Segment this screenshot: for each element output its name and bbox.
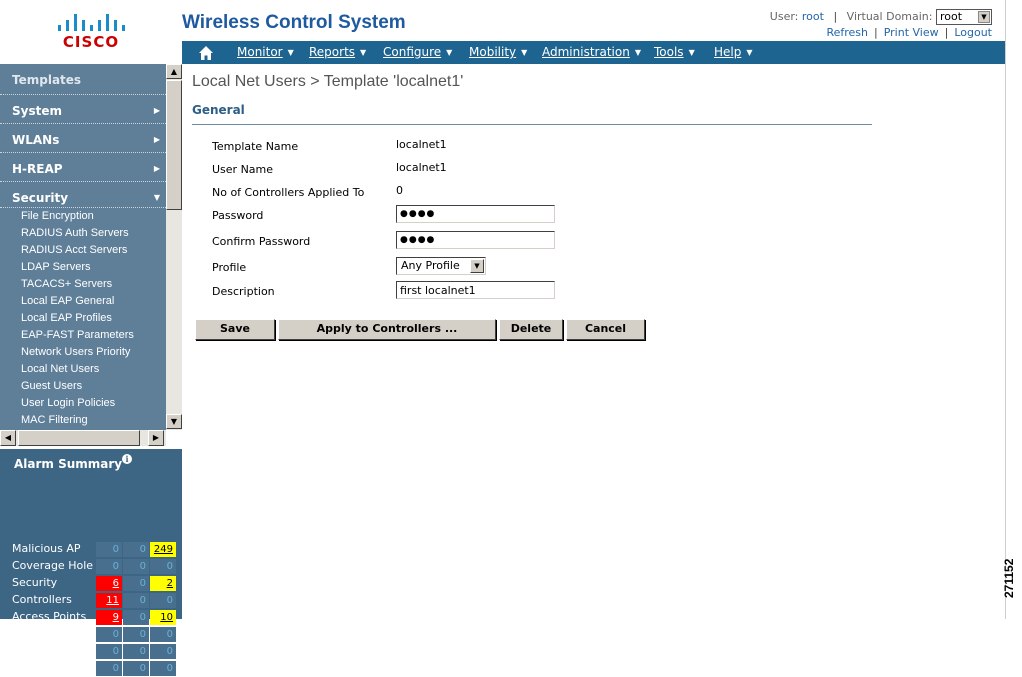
- alarm-minor-count[interactable]: 0: [150, 559, 176, 574]
- virtual-domain-select[interactable]: [936, 9, 992, 25]
- sidebar-item-ldap-servers[interactable]: LDAP Servers: [21, 261, 91, 273]
- alarm-row-label: Security: [12, 576, 58, 589]
- scroll-right-icon[interactable]: ▶: [148, 430, 164, 446]
- alarm-major-count[interactable]: 0: [123, 542, 149, 557]
- alarm-summary-title: Alarm Summary: [14, 457, 123, 471]
- alarm-row-label: WCS: [12, 661, 38, 674]
- alarm-major-count[interactable]: 0: [123, 610, 149, 625]
- alarm-critical-count[interactable]: 9: [96, 610, 122, 625]
- section-title: General: [192, 103, 245, 117]
- controllers-applied-label: No of Controllers Applied To: [212, 186, 365, 199]
- sidebar-hscroll-thumb[interactable]: [18, 430, 140, 446]
- alarm-summary: [0, 449, 182, 674]
- confirm-password-label: Confirm Password: [212, 235, 311, 248]
- chevron-down-icon: ▼: [153, 193, 160, 202]
- virtual-domain-value: root: [940, 10, 963, 23]
- profile-label: Profile: [212, 261, 247, 274]
- sidebar-item-local-eap-general[interactable]: Local EAP General: [21, 295, 115, 307]
- template-name-label: Template Name: [212, 140, 299, 153]
- home-icon[interactable]: [198, 45, 214, 61]
- chevron-down-icon: ▼: [521, 48, 528, 57]
- cisco-logo: [0, 0, 182, 63]
- alarm-row: [0, 643, 182, 660]
- refresh-link[interactable]: Refresh: [826, 26, 868, 39]
- chevron-down-icon[interactable]: ▼: [978, 11, 990, 23]
- alarm-row-label: Controllers: [12, 593, 72, 606]
- alarm-minor-count[interactable]: 0: [150, 661, 176, 676]
- sidebar: [0, 64, 182, 674]
- sidebar-item-user-login-policies[interactable]: User Login Policies: [21, 397, 116, 409]
- sidebar-title: Templates: [12, 73, 82, 87]
- alarm-minor-count[interactable]: 249: [150, 542, 176, 557]
- alarm-critical-count[interactable]: 0: [96, 627, 122, 642]
- alarm-major-count[interactable]: 0: [123, 576, 149, 591]
- chevron-down-icon: ▼: [446, 48, 453, 57]
- alarm-row: [0, 575, 182, 592]
- alarm-critical-count[interactable]: 0: [96, 661, 122, 676]
- nav-administration[interactable]: Administration ▼: [542, 45, 641, 59]
- scroll-down-icon[interactable]: ▼: [166, 414, 182, 429]
- apply-to-controllers-button[interactable]: Apply to Controllers ...: [278, 319, 496, 340]
- alarm-critical-count[interactable]: 0: [96, 644, 122, 659]
- password-field[interactable]: [396, 205, 555, 223]
- alarm-row: [0, 558, 182, 575]
- nav-tools[interactable]: Tools ▼: [654, 45, 695, 59]
- alarm-row-label: Malicious AP: [12, 542, 81, 555]
- alarm-row-label: Mesh Links: [12, 644, 73, 657]
- cancel-button[interactable]: Cancel: [566, 319, 645, 340]
- cisco-logo-text: CISCO: [62, 33, 120, 51]
- chevron-right-icon: ▶: [153, 106, 160, 115]
- chevron-down-icon: ▼: [360, 48, 367, 57]
- chevron-right-icon: ▶: [153, 164, 160, 173]
- nav-help[interactable]: Help ▼: [714, 45, 753, 59]
- sidebar-scroll-thumb[interactable]: [166, 80, 182, 210]
- password-label: Password: [212, 209, 264, 222]
- sidebar-group-security[interactable]: Security ▼: [0, 187, 166, 209]
- sidebar-item-radius-auth-servers[interactable]: RADIUS Auth Servers: [21, 227, 129, 239]
- virtual-domain-label: Virtual Domain:: [846, 10, 933, 23]
- delete-button[interactable]: Delete: [499, 319, 563, 340]
- user-name: root: [801, 10, 824, 23]
- sidebar-item-file-encryption[interactable]: File Encryption: [21, 210, 94, 222]
- sidebar-group-hreap[interactable]: H-REAP ▶: [0, 158, 166, 180]
- alarm-row-label: Coverage Hole: [12, 559, 94, 572]
- chevron-down-icon: ▼: [746, 48, 753, 57]
- alarm-row: [0, 626, 182, 643]
- sidebar-menu: [0, 64, 166, 430]
- section-divider: [192, 124, 872, 125]
- template-name-value: localnet1: [396, 138, 447, 151]
- scroll-up-icon[interactable]: ▲: [166, 64, 182, 79]
- logout-link[interactable]: Logout: [954, 26, 992, 39]
- scroll-left-icon[interactable]: ◀: [0, 430, 16, 446]
- alarm-critical-count[interactable]: 11: [96, 593, 122, 608]
- alarm-row-label: Access Points: [12, 610, 87, 623]
- alarm-minor-count[interactable]: 0: [150, 627, 176, 642]
- controllers-applied-value: 0: [396, 184, 403, 197]
- sidebar-item-radius-acct-servers[interactable]: RADIUS Acct Servers: [21, 244, 128, 256]
- sidebar-item-local-eap-profiles[interactable]: Local EAP Profiles: [21, 312, 112, 324]
- alarm-minor-count[interactable]: 0: [150, 644, 176, 659]
- description-label: Description: [212, 285, 275, 298]
- sidebar-item-tacacs-servers[interactable]: TACACS+ Servers: [21, 278, 113, 290]
- sidebar-group-system[interactable]: System ▶: [0, 100, 166, 122]
- profile-select-value: Any Profile: [401, 259, 460, 272]
- alarm-row: [0, 660, 182, 677]
- alarm-critical-count[interactable]: 0: [96, 559, 122, 574]
- user-area: User: root | Virtual Domain: root ▼ Refresh | Print View | Logout: [769, 10, 992, 39]
- alarm-row-label: Location: [12, 627, 59, 640]
- sidebar-item-network-users-priority[interactable]: Network Users Priority: [21, 346, 131, 358]
- chevron-down-icon: ▼: [634, 48, 641, 57]
- figure-number: 271152: [1002, 558, 1016, 598]
- alarm-major-count[interactable]: 0: [123, 661, 149, 676]
- chevron-down-icon: ▼: [287, 48, 294, 57]
- sidebar-item-guest-users[interactable]: Guest Users: [21, 380, 83, 392]
- confirm-password-field[interactable]: [396, 231, 555, 249]
- alarm-minor-count[interactable]: 0: [150, 593, 176, 608]
- nav-monitor[interactable]: Monitor ▼: [237, 45, 294, 59]
- nav-configure[interactable]: Configure ▼: [383, 45, 453, 59]
- app-title: Wireless Control System: [182, 12, 406, 33]
- profile-select[interactable]: [396, 257, 486, 275]
- chevron-right-icon: ▶: [153, 135, 160, 144]
- cisco-logo-bars-icon: [56, 11, 128, 31]
- sidebar-item-local-net-users[interactable]: Local Net Users: [21, 363, 100, 375]
- user-name-label: User Name: [212, 163, 274, 176]
- alarm-minor-count[interactable]: 10: [150, 610, 176, 625]
- info-icon[interactable]: i: [122, 454, 132, 464]
- sidebar-item-eap-fast-parameters[interactable]: EAP-FAST Parameters: [21, 329, 134, 341]
- alarm-row: [0, 609, 182, 626]
- print-view-link[interactable]: Print View: [883, 26, 939, 39]
- alarm-major-count[interactable]: 0: [123, 593, 149, 608]
- alarm-major-count[interactable]: 0: [123, 559, 149, 574]
- sidebar-item-mac-filtering[interactable]: MAC Filtering: [21, 414, 88, 426]
- alarm-minor-count[interactable]: 2: [150, 576, 176, 591]
- user-label: User:: [769, 10, 799, 23]
- user-name-value: localnet1: [396, 161, 447, 174]
- alarm-critical-count[interactable]: 0: [96, 542, 122, 557]
- alarm-row: [0, 541, 182, 558]
- alarm-critical-count[interactable]: 6: [96, 576, 122, 591]
- sidebar-horizontal-scrollbar[interactable]: [0, 430, 166, 446]
- alarm-row: [0, 592, 182, 609]
- description-field[interactable]: [396, 281, 555, 299]
- nav-reports[interactable]: Reports ▼: [309, 45, 367, 59]
- chevron-down-icon: ▼: [688, 48, 695, 57]
- sidebar-group-wlans[interactable]: WLANs ▶: [0, 129, 166, 151]
- save-button[interactable]: Save: [195, 319, 275, 340]
- chevron-down-icon[interactable]: ▼: [470, 259, 484, 273]
- top-navigation: [182, 41, 1005, 64]
- page-title: Local Net Users > Template 'localnet1': [192, 73, 464, 90]
- alarm-major-count[interactable]: 0: [123, 627, 149, 642]
- nav-mobility[interactable]: Mobility ▼: [469, 45, 528, 59]
- sidebar-vertical-scrollbar[interactable]: [166, 64, 182, 430]
- alarm-major-count[interactable]: 0: [123, 644, 149, 659]
